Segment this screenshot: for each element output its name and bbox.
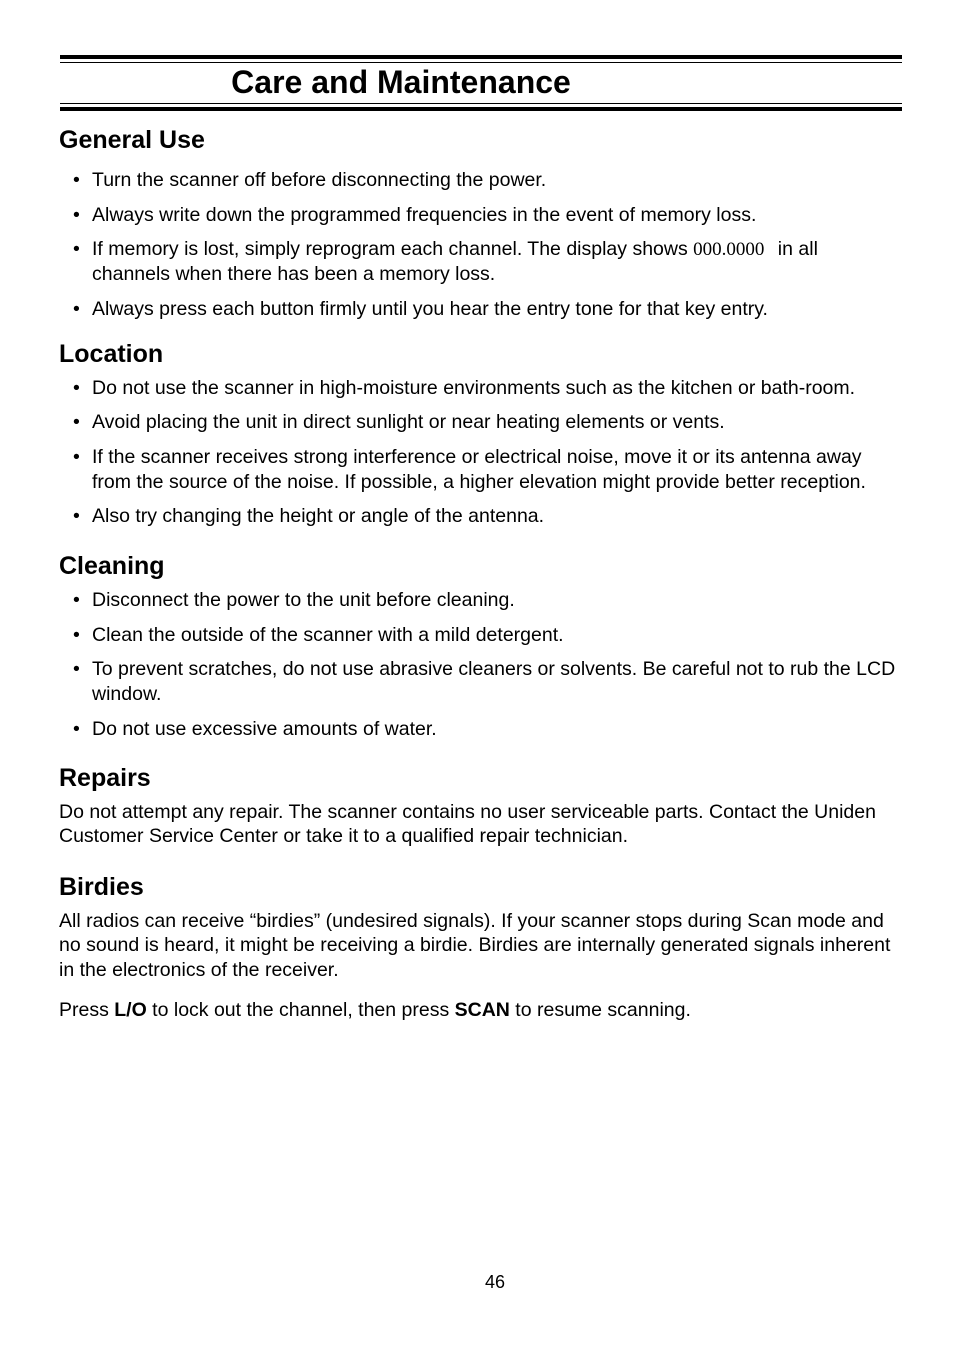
- top-rule: [60, 55, 902, 59]
- list-item: • Turn the scanner off before disconnecting the power.: [59, 168, 899, 193]
- item-text: in all channels when there has been a memory loss.: [92, 238, 818, 285]
- section-birdies: [59, 865, 899, 1023]
- lcd-display-value: 000.0000: [693, 239, 765, 260]
- list-item: • Do not use excessive amounts of water.: [59, 717, 899, 742]
- section-heading: Birdies: [59, 872, 144, 901]
- bottom-thin-rule: [60, 103, 902, 104]
- bullet-list: [59, 168, 899, 322]
- list-item: • Also try changing the height or angle of the antenna.: [59, 504, 899, 529]
- item-text: If memory is lost, simply reprogram each channel. The display shows: [92, 238, 694, 260]
- section-heading: Cleaning: [59, 552, 165, 580]
- key-scan: SCAN: [454, 999, 510, 1021]
- list-item: • Do not use the scanner in high-moisture environments such as the kitchen or bath-room.: [59, 376, 899, 401]
- list-item: • Always press each button firmly until you hear the entry tone for that key entry.: [59, 297, 899, 322]
- instruction-paragraph: [59, 998, 899, 1023]
- paragraph: All radios can receive “birdies” (undesired signals). If your scanner stops during Scan mode and no sound is heard, it might be receiving a birdie. Birdies are internally generated signals inherent in the electronics of the receiver.: [59, 909, 891, 981]
- section-heading: Repairs: [59, 763, 151, 792]
- page-number: 46: [484, 1272, 506, 1292]
- section-repairs: [59, 756, 899, 849]
- key-lockout: L/O: [114, 999, 147, 1021]
- section-heading: General Use: [59, 126, 205, 154]
- list-item: • To prevent scratches, do not use abrasive cleaners or solvents. Be careful not to rub the LCD window.: [59, 657, 899, 707]
- section-general-use: [59, 118, 899, 322]
- bullet-list: [59, 376, 899, 530]
- bullet-list: [59, 588, 899, 742]
- instruction-text: to lock out the channel, then press: [146, 999, 455, 1021]
- page-title: Care and Maintenance: [231, 64, 571, 100]
- list-item: • Clean the outside of the scanner with a mild detergent.: [59, 623, 899, 648]
- list-item: • Disconnect the power to the unit before cleaning.: [59, 588, 899, 613]
- list-item: [59, 237, 899, 287]
- instruction-text: Press: [59, 999, 115, 1021]
- section-heading: Location: [59, 339, 164, 368]
- list-item: • Always write down the programmed frequencies in the event of memory loss.: [59, 203, 899, 228]
- bottom-rule: [60, 107, 902, 111]
- section-cleaning: [59, 544, 899, 742]
- list-item: • If the scanner receives strong interference or electrical noise, move it or its antenna away from the source of the noise. If possible, a higher elevation might provide better reception.: [59, 445, 899, 495]
- list-item: • Avoid placing the unit in direct sunlight or near heating elements or vents.: [59, 410, 899, 435]
- page-content: [59, 118, 899, 1039]
- title-block: [60, 55, 902, 111]
- paragraph: Do not attempt any repair. The scanner contains no user serviceable parts. Contact the Uniden Customer Service Center or take it to a qualified repair technician.: [59, 800, 876, 847]
- section-location: [59, 332, 899, 530]
- instruction-text: to resume scanning.: [509, 999, 691, 1021]
